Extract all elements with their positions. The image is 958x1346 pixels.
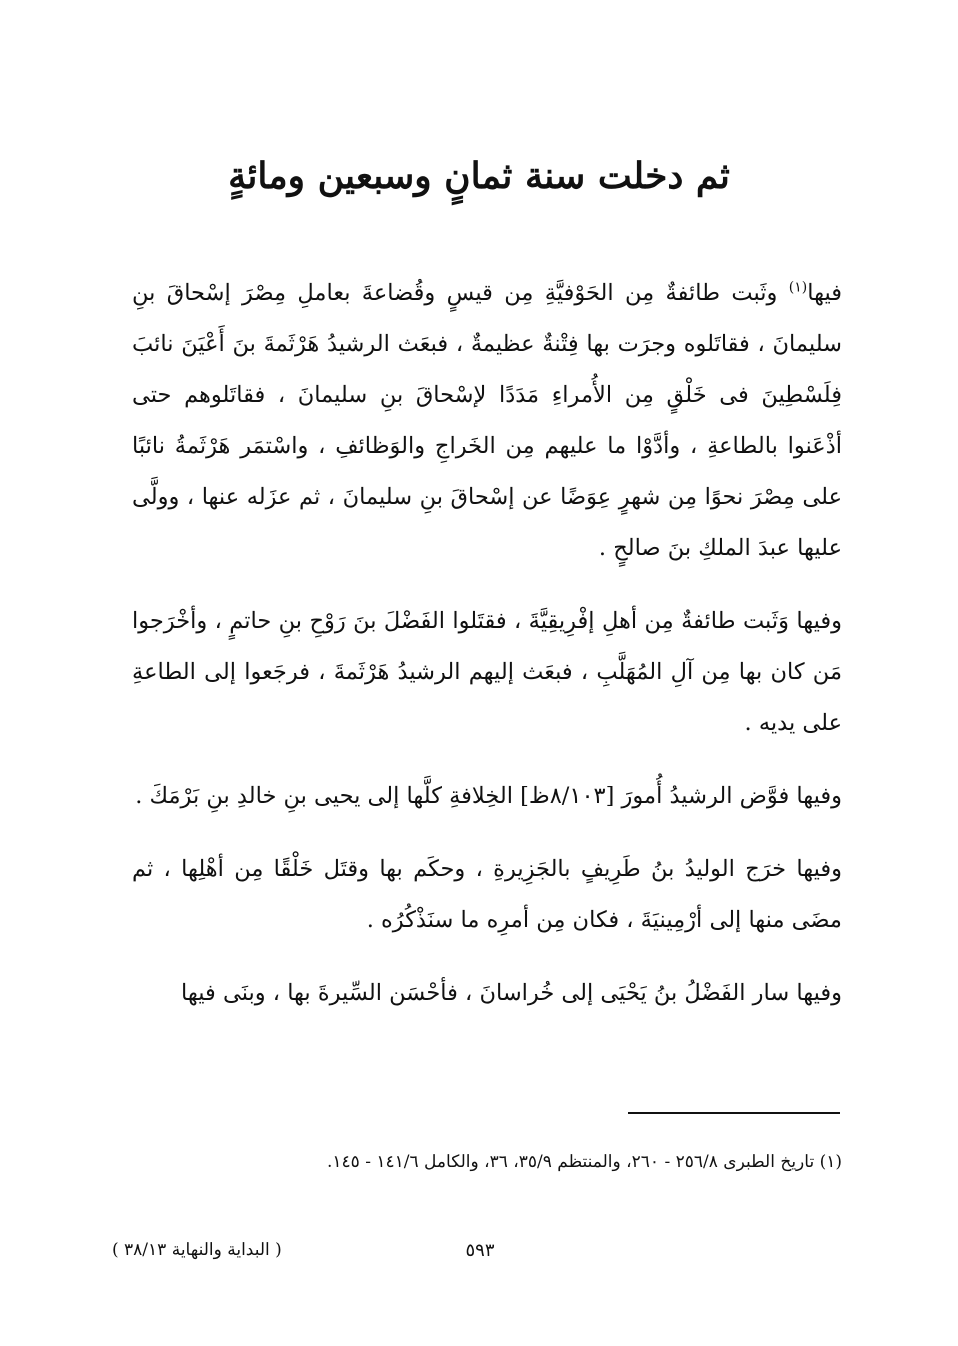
footnote-divider [628, 1112, 840, 1114]
paragraph-3 [132, 771, 842, 822]
chapter-title: ثم دخلت سنة ثمانٍ وسبعين ومائةٍ [228, 155, 730, 197]
paragraph-text: وفيها وَثَبت طائفةٌ مِن أهلِ إفْرِيقِيَّةَ ، فقتَلوا الفَضْلَ بنَ رَوْحِ بنِ حاتمٍ ، وأخْرَجوا مَن كان بها مِن آلِ المُهَلَّبِ ، فبعَث إليهم الرشيدُ هَرْثَمةَ ، فرجَعوا إلى الطاعةِ على يديه . [132, 608, 842, 736]
paragraph-text: وفيها خرَج الوليدُ بنُ طَرِيفٍ بالجَزِيرةِ ، وحكَم بها وقتَل خَلْقًا مِن أهْلِها ، ثم مضَى منها إلى أرْمِينيَةَ ، فكان مِن أمرِه ما سنَذْكُرُه . [132, 856, 842, 933]
paragraph-lead-word: فيها [807, 280, 843, 306]
footnote-reference: (١) [788, 279, 808, 296]
running-reference: ( البداية والنهاية ٣٨/١٣ ) [112, 1240, 282, 1260]
footnote: (١) تاريخ الطبرى ٢٥٦/٨ - ٢٦٠، والمنتظم ٣٥/٩، ٣٦، والكامل ١٤١/٦ - ١٤٥. [326, 1152, 842, 1172]
paragraph-text: وفيها سار الفَضْلُ بنُ يَحْيَى إلى خُراسانَ ، فأحْسَن السِّيرةَ بها ، وبنَى فيها [181, 980, 842, 1006]
paragraph-text: وثَبت طائفةٌ مِن الحَوْفيَّةِ مِن قيسٍ وقُضاعةَ بعاملِ مِصْرَ إسْحاقَ بنِ سليمانَ ، فقاتَلوه وجرَت بها فِتْنةٌ عظيمةٌ ، فبعَث الرشيدُ هَرْثَمةَ بنَ أَعْيَنَ نائبَ فِلَسْطِينَ فى خَلْقٍ مِن الأُمراءِ مَدَدًا لإسْحاقَ بنِ سليمانَ ، فقاتَلوهم حتى أذْعَنوا بالطاعةِ ، وأدَّوْا ما عليهم مِن الخَراجِ والوَظائفِ ، واسْتمَر هَرْثَمةُ نائبًا على مِصْرَ نحوًا مِن شهرٍ عِوَضًا عن إسْحاقَ بنِ سليمانَ ، ثم عزَله عنها ، وولَّى عليها عبدَ الملكِ بنَ صالحٍ . [132, 280, 842, 561]
body-text [132, 268, 842, 1041]
paragraph-4 [132, 844, 842, 946]
paragraph-5 [132, 968, 842, 1019]
paragraph-text: وفيها فوَّض الرشيدُ أُمورَ [٨/١٠٣ظ] الخِلافةِ كلَّها إلى يحيى بنِ خالدِ بنِ بَرْمَكَ . [135, 783, 842, 809]
paragraph-2 [132, 596, 842, 749]
paragraph-1 [132, 268, 842, 574]
page-number: ٥٩٣ [465, 1240, 495, 1261]
